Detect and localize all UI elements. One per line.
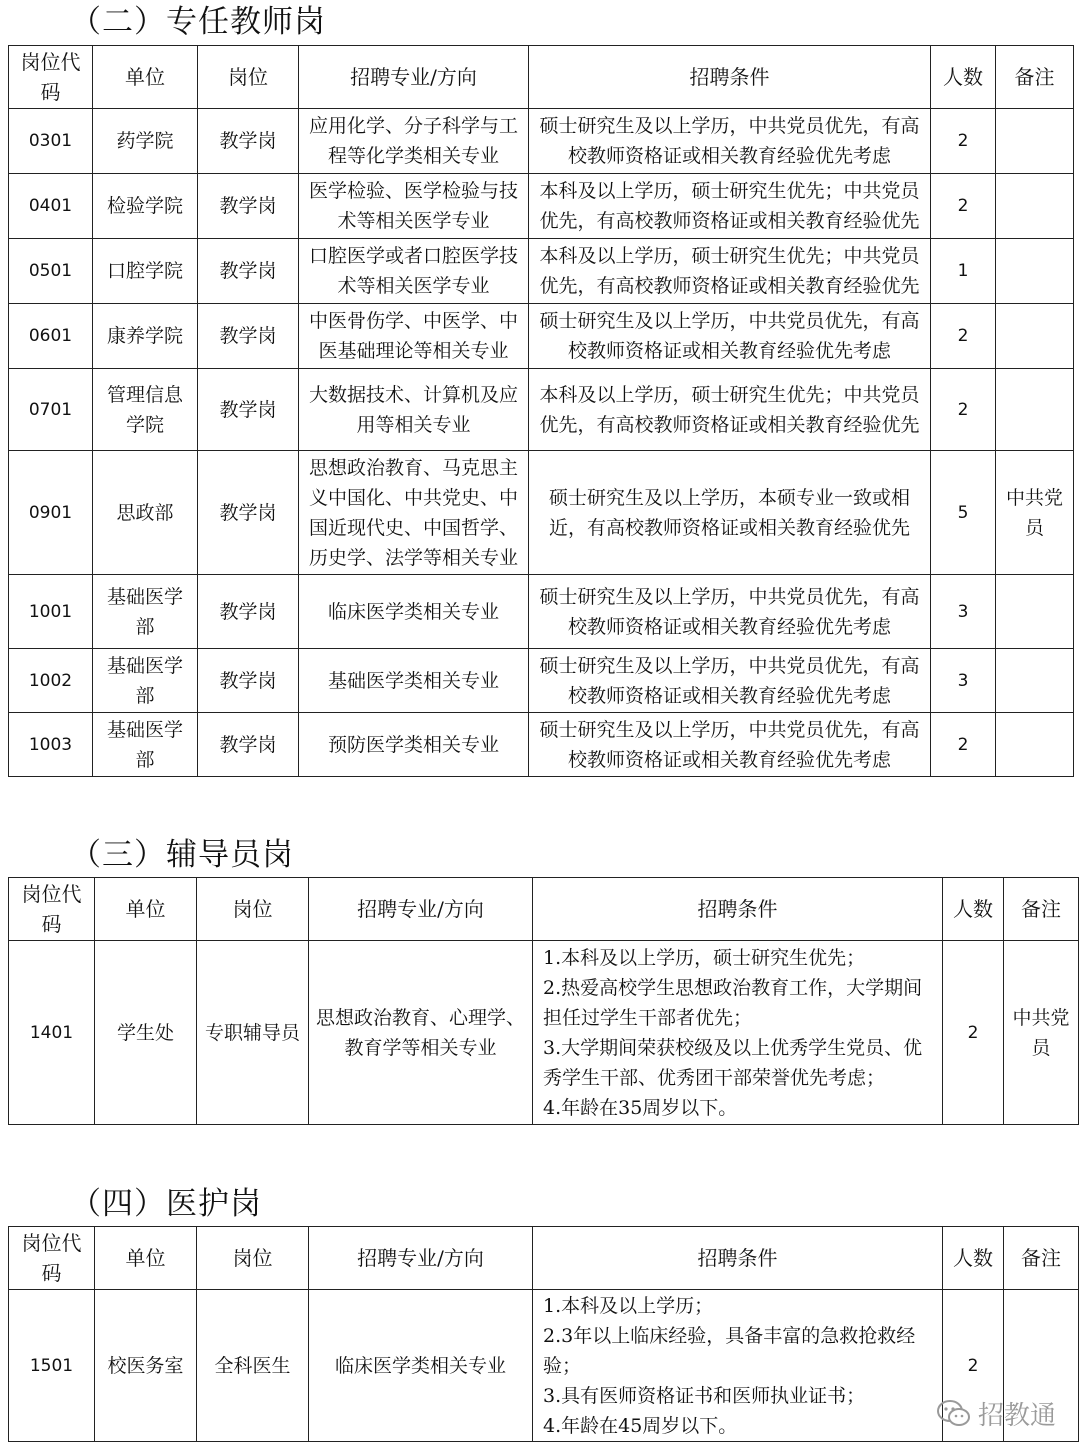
row-unit: 校医务室	[95, 1290, 197, 1442]
row-post: 教学岗	[198, 649, 299, 713]
row-note	[996, 239, 1074, 304]
row-conditions: 硕士研究生及以上学历，中共党员优先，有高校教师资格证或相关教育经验优先考虑	[529, 109, 931, 174]
row-unit: 管理信息学院	[93, 369, 198, 451]
row-note	[996, 575, 1074, 649]
row-conditions: 硕士研究生及以上学历，中共党员优先，有高校教师资格证或相关教育经验优先考虑	[529, 304, 931, 369]
row-major: 口腔医学或者口腔医学技术等相关医学专业	[299, 239, 529, 304]
row-conditions	[533, 941, 943, 1125]
row-major: 大数据技术、计算机及应用等相关专业	[299, 369, 529, 451]
row-unit: 思政部	[93, 451, 198, 575]
row-conditions: 硕士研究生及以上学历，中共党员优先，有高校教师资格证或相关教育经验优先考虑	[529, 713, 931, 777]
row-post: 教学岗	[198, 109, 299, 174]
row-major: 基础医学类相关专业	[299, 649, 529, 713]
section-title-medical: （四）医护岗	[70, 1186, 262, 1222]
row-conditions: 本科及以上学历，硕士研究生优先；中共党员优先，有高校教师资格证或相关教育经验优先	[529, 174, 931, 239]
header-code: 岗位代码	[9, 878, 95, 941]
row-count: 1	[931, 239, 996, 304]
header-count: 人数	[943, 878, 1004, 941]
row-major: 医学检验、医学检验与技术等相关医学专业	[299, 174, 529, 239]
wechat-icon	[936, 1399, 972, 1429]
row-unit: 检验学院	[93, 174, 198, 239]
watermark	[936, 1395, 1056, 1432]
row-code: 0601	[9, 304, 93, 369]
header-code: 岗位代码	[9, 46, 93, 109]
row-count: 3	[931, 575, 996, 649]
table-row	[9, 941, 1079, 1125]
table-row	[9, 174, 1074, 239]
table-row	[9, 649, 1074, 713]
row-major: 应用化学、分子科学与工程等化学类相关专业	[299, 109, 529, 174]
row-note	[996, 649, 1074, 713]
row-major: 临床医学类相关专业	[299, 575, 529, 649]
row-post: 教学岗	[198, 239, 299, 304]
row-post: 教学岗	[198, 451, 299, 575]
row-note: 中共党员	[1004, 941, 1079, 1125]
row-count: 2	[931, 109, 996, 174]
row-unit: 药学院	[93, 109, 198, 174]
condition-item: 1.本科及以上学历；	[543, 1294, 714, 1317]
condition-item: 2.热爱高校学生思想政治教育工作，大学期间担任过学生干部者优先；	[543, 976, 923, 1029]
table-row	[9, 1290, 1079, 1442]
row-count: 2	[931, 174, 996, 239]
header-count: 人数	[931, 46, 996, 109]
row-post: 专职辅导员	[197, 941, 309, 1125]
row-major: 预防医学类相关专业	[299, 713, 529, 777]
row-note	[996, 174, 1074, 239]
table-header-row	[9, 1227, 1079, 1290]
header-unit: 单位	[95, 1227, 197, 1290]
row-code: 0401	[9, 174, 93, 239]
table-row	[9, 575, 1074, 649]
header-code: 岗位代码	[9, 1227, 95, 1290]
row-count: 3	[931, 649, 996, 713]
section-title-teachers: （二）专任教师岗	[70, 4, 326, 40]
header-count: 人数	[943, 1227, 1004, 1290]
row-unit: 基础医学部	[93, 649, 198, 713]
table-row	[9, 304, 1074, 369]
row-post: 教学岗	[198, 575, 299, 649]
row-major: 思想政治教育、心理学、教育学等相关专业	[309, 941, 533, 1125]
section-title-counselors: （三）辅导员岗	[70, 837, 294, 873]
header-major: 招聘专业/方向	[299, 46, 529, 109]
row-count: 2	[931, 713, 996, 777]
header-post: 岗位	[197, 1227, 309, 1290]
table-row	[9, 713, 1074, 777]
row-unit: 口腔学院	[93, 239, 198, 304]
teacher-posts-table	[8, 45, 1074, 777]
row-conditions: 硕士研究生及以上学历，中共党员优先，有高校教师资格证或相关教育经验优先考虑	[529, 575, 931, 649]
row-code: 0901	[9, 451, 93, 575]
row-note	[996, 304, 1074, 369]
header-note: 备注	[1004, 1227, 1079, 1290]
row-post: 全科医生	[197, 1290, 309, 1442]
row-conditions	[533, 1290, 943, 1442]
row-note	[996, 713, 1074, 777]
header-major: 招聘专业/方向	[309, 878, 533, 941]
row-count: 2	[943, 1290, 1004, 1442]
header-major: 招聘专业/方向	[309, 1227, 533, 1290]
row-conditions: 本科及以上学历，硕士研究生优先；中共党员优先，有高校教师资格证或相关教育经验优先	[529, 239, 931, 304]
table-row	[9, 109, 1074, 174]
row-note: 中共党员	[996, 451, 1074, 575]
table-header-row	[9, 46, 1074, 109]
row-code: 0501	[9, 239, 93, 304]
condition-item: 3.大学期间荣获校级及以上优秀学生党员、优秀学生干部、优秀团干部荣誉优先考虑；	[543, 1036, 923, 1089]
header-note: 备注	[1004, 878, 1079, 941]
header-conditions: 招聘条件	[533, 878, 943, 941]
row-count: 2	[931, 369, 996, 451]
row-count: 2	[931, 304, 996, 369]
table-row	[9, 451, 1074, 575]
table-header-row	[9, 878, 1079, 941]
row-conditions: 硕士研究生及以上学历，本硕专业一致或相近，有高校教师资格证或相关教育经验优先	[529, 451, 931, 575]
header-post: 岗位	[197, 878, 309, 941]
row-post: 教学岗	[198, 304, 299, 369]
condition-item: 1.本科及以上学历，硕士研究生优先；	[543, 946, 866, 969]
condition-item: 2.3年以上临床经验，具备丰富的急救抢救经验；	[543, 1324, 916, 1377]
table-row	[9, 369, 1074, 451]
header-conditions: 招聘条件	[533, 1227, 943, 1290]
row-unit: 康养学院	[93, 304, 198, 369]
row-note	[996, 109, 1074, 174]
row-post: 教学岗	[198, 713, 299, 777]
row-unit: 基础医学部	[93, 575, 198, 649]
row-code: 0701	[9, 369, 93, 451]
header-note: 备注	[996, 46, 1074, 109]
row-post: 教学岗	[198, 174, 299, 239]
row-major: 临床医学类相关专业	[309, 1290, 533, 1442]
watermark-text: 招教通	[977, 1401, 1056, 1431]
header-unit: 单位	[93, 46, 198, 109]
row-code: 1001	[9, 575, 93, 649]
condition-item: 3.具有医师资格证书和医师执业证书；	[543, 1384, 866, 1407]
row-conditions: 本科及以上学历，硕士研究生优先；中共党员优先，有高校教师资格证或相关教育经验优先	[529, 369, 931, 451]
header-conditions: 招聘条件	[529, 46, 931, 109]
medical-posts-table	[8, 1226, 1079, 1442]
row-code: 1501	[9, 1290, 95, 1442]
row-note	[996, 369, 1074, 451]
row-post: 教学岗	[198, 369, 299, 451]
row-code: 1003	[9, 713, 93, 777]
row-unit: 学生处	[95, 941, 197, 1125]
row-code: 0301	[9, 109, 93, 174]
row-major: 中医骨伤学、中医学、中医基础理论等相关专业	[299, 304, 529, 369]
header-unit: 单位	[95, 878, 197, 941]
row-major: 思想政治教育、马克思主义中国化、中共党史、中国近现代史、中国哲学、历史学、法学等相关专业	[299, 451, 529, 575]
row-count: 2	[943, 941, 1004, 1125]
header-post: 岗位	[198, 46, 299, 109]
row-conditions: 硕士研究生及以上学历，中共党员优先，有高校教师资格证或相关教育经验优先考虑	[529, 649, 931, 713]
condition-item: 4.年龄在35周岁以下。	[543, 1096, 738, 1119]
row-code: 1002	[9, 649, 93, 713]
condition-item: 4.年龄在45周岁以下。	[543, 1414, 738, 1437]
row-count: 5	[931, 451, 996, 575]
row-unit: 基础医学部	[93, 713, 198, 777]
counselor-posts-table	[8, 877, 1079, 1125]
row-code: 1401	[9, 941, 95, 1125]
table-row	[9, 239, 1074, 304]
